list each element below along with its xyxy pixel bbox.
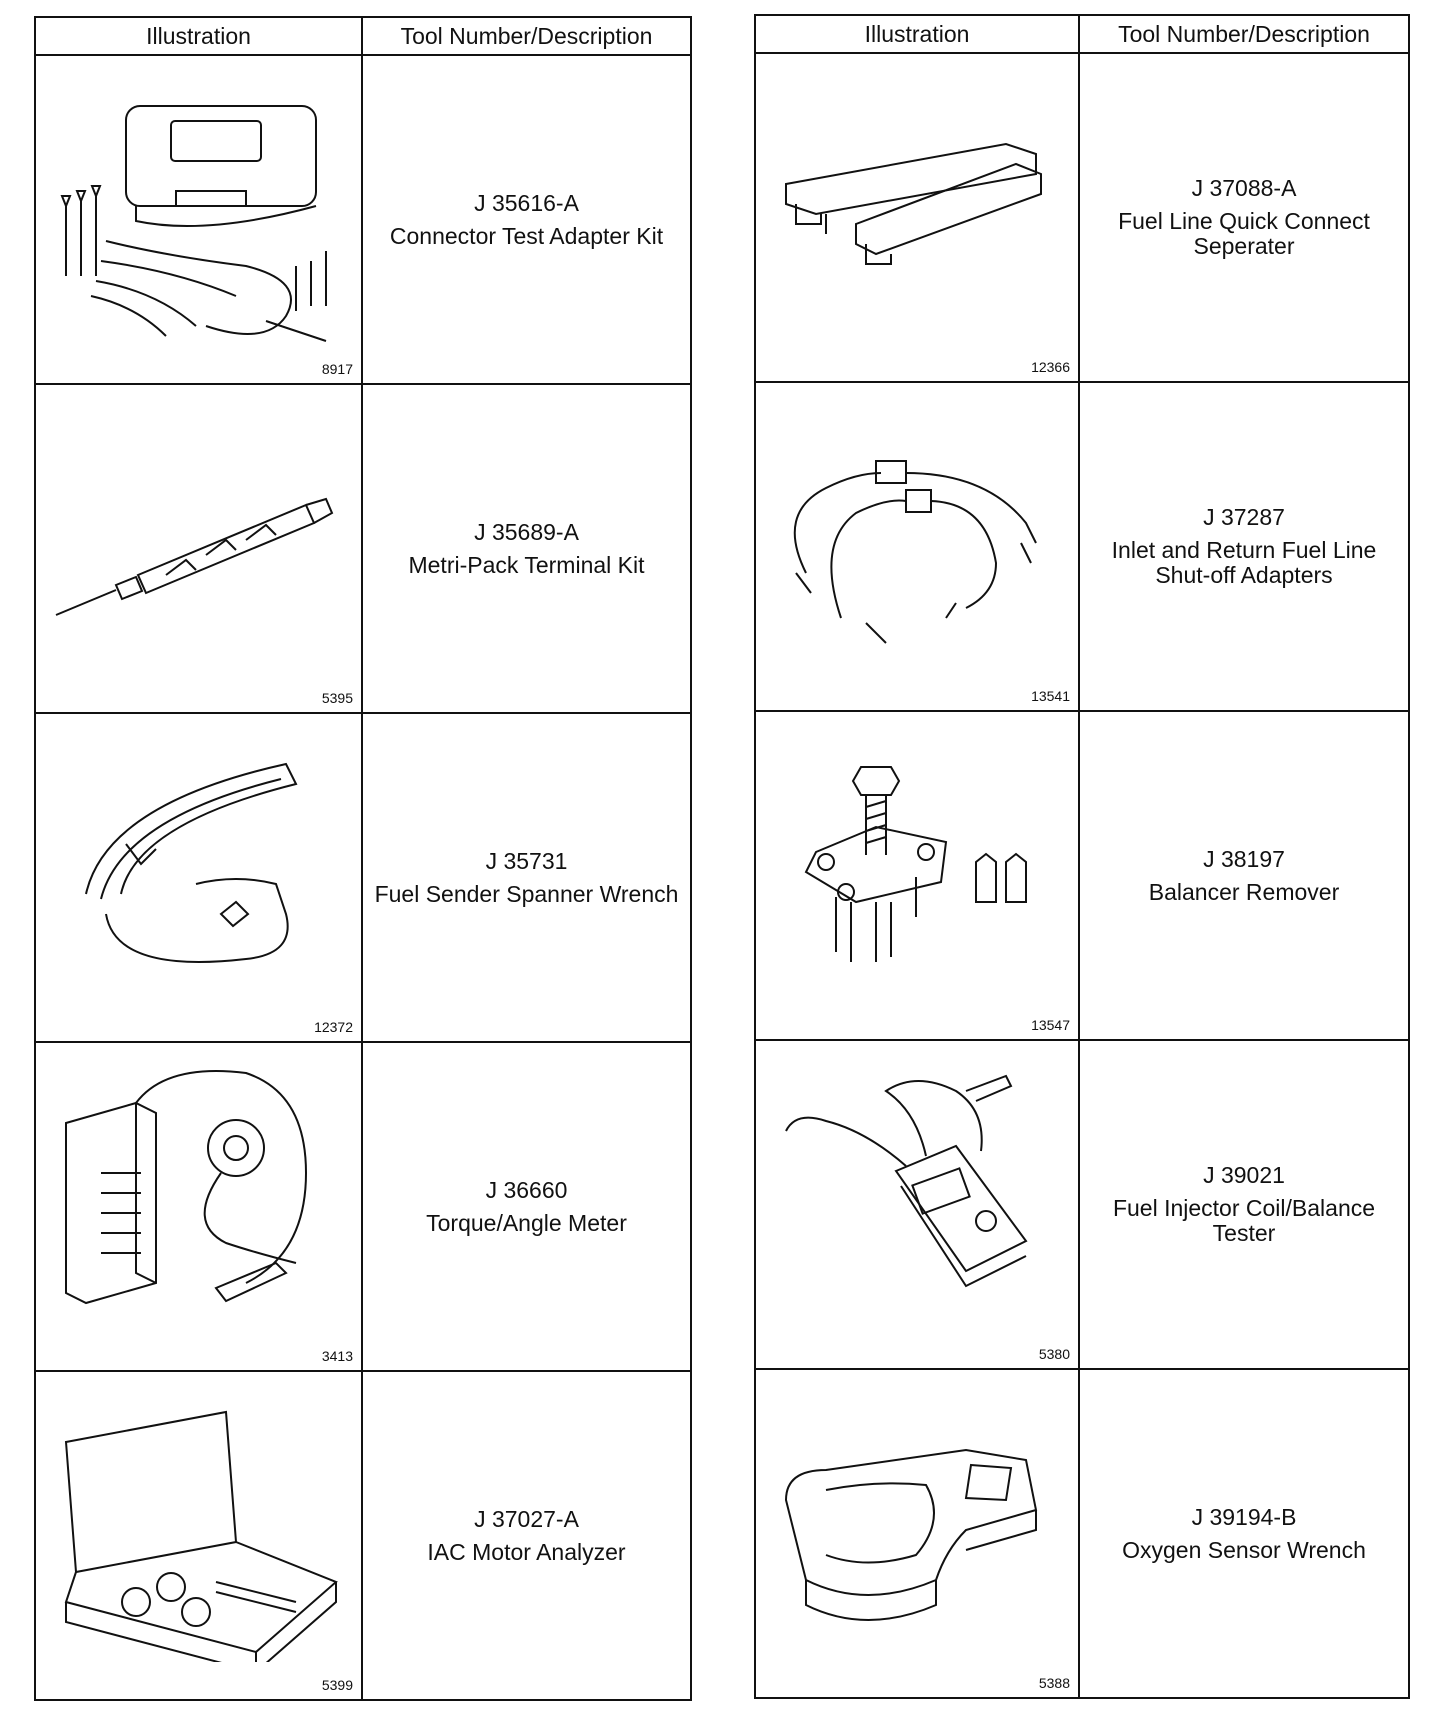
table-row: [35, 55, 691, 384]
torque-meter-icon: [46, 1053, 346, 1333]
figure-number: 5380: [1038, 1346, 1070, 1362]
tool-name: Fuel Sender Spanner Wrench: [374, 880, 679, 907]
illustration-cell: [35, 1371, 362, 1700]
tool-number: J 38197: [1203, 845, 1285, 872]
figure-number: 5388: [1038, 1675, 1070, 1691]
tool-name: Inlet and Return Fuel Line Shut-off Adapters: [1111, 537, 1377, 588]
table-row: [35, 1371, 691, 1700]
illustration-cell: [755, 53, 1079, 382]
description-cell: [362, 384, 691, 713]
tool-table-left: [34, 16, 692, 1701]
illustration-cell: [35, 713, 362, 1042]
illustration-cell: [755, 1369, 1079, 1698]
tool-name: Fuel Injector Coil/Balance Tester: [1112, 1195, 1376, 1246]
illustration-header: Illustration: [35, 17, 362, 55]
tool-number: J 35616-A: [474, 189, 579, 216]
tool-name: Fuel Line Quick Connect Seperater: [1118, 208, 1370, 259]
tool-table-right: [754, 14, 1410, 1699]
figure-number: 12372: [314, 1019, 353, 1035]
table-row: [755, 711, 1409, 1040]
table-row: [755, 1040, 1409, 1369]
description-cell: [362, 55, 691, 384]
spanner-wrench-icon: [46, 724, 346, 1004]
description-cell: [362, 713, 691, 1042]
table-row: [35, 384, 691, 713]
description-cell: [1079, 382, 1409, 711]
figure-number: 12366: [1031, 359, 1070, 375]
quick-connect-separator-icon: [766, 64, 1066, 344]
tool-number: J 37287: [1203, 504, 1285, 530]
oxygen-sensor-wrench-icon: [766, 1380, 1066, 1660]
illustration-cell: [35, 55, 362, 384]
illustration-cell: [35, 384, 362, 713]
table-row: [35, 713, 691, 1042]
tool-name: Oxygen Sensor Wrench: [1122, 1536, 1366, 1563]
figure-number: 8917: [321, 361, 353, 377]
tool-number: J 39021: [1203, 1162, 1285, 1188]
header-row: [35, 17, 691, 55]
description-cell: [1079, 711, 1409, 1040]
illustration-cell: [35, 1042, 362, 1371]
tool-name: Balancer Remover: [1148, 878, 1340, 905]
figure-number: 5395: [321, 690, 353, 706]
figure-number: 13547: [1031, 1017, 1070, 1033]
tool-number: J 35689-A: [474, 518, 579, 545]
illustration-cell: [755, 711, 1079, 1040]
tool-name: Metri-Pack Terminal Kit: [408, 551, 645, 578]
figure-number: 3413: [321, 1348, 353, 1364]
figure-number: 13541: [1031, 688, 1070, 704]
description-header: Tool Number/Description: [1079, 15, 1409, 53]
illustration-cell: [755, 1040, 1079, 1369]
table-row: [35, 1042, 691, 1371]
header-row: [755, 15, 1409, 53]
table-row: [755, 1369, 1409, 1698]
description-cell: [1079, 53, 1409, 382]
table-row: [755, 382, 1409, 711]
table-row: [755, 53, 1409, 382]
tool-name: IAC Motor Analyzer: [427, 1538, 626, 1565]
terminal-tool-icon: [46, 395, 346, 675]
description-cell: [1079, 1040, 1409, 1369]
tool-name: Torque/Angle Meter: [426, 1209, 627, 1236]
fuel-line-adapters-icon: [766, 393, 1066, 673]
balancer-remover-icon: [766, 722, 1066, 1002]
tool-number: J 36660: [485, 1176, 568, 1203]
tool-number: J 39194-B: [1191, 1503, 1297, 1530]
figure-number: 5399: [321, 1677, 353, 1693]
injector-tester-icon: [766, 1051, 1066, 1331]
description-cell: [1079, 1369, 1409, 1698]
tool-number: J 37088-A: [1191, 175, 1297, 201]
tool-number: J 37027-A: [474, 1505, 579, 1532]
illustration-cell: [755, 382, 1079, 711]
illustration-header: Illustration: [755, 15, 1079, 53]
description-cell: [362, 1371, 691, 1700]
connector-test-kit-icon: [46, 66, 346, 346]
tool-name: Connector Test Adapter Kit: [389, 222, 664, 249]
tool-number: J 35731: [485, 847, 568, 874]
description-cell: [362, 1042, 691, 1371]
description-header: Tool Number/Description: [362, 17, 691, 55]
analyzer-case-icon: [46, 1382, 346, 1662]
